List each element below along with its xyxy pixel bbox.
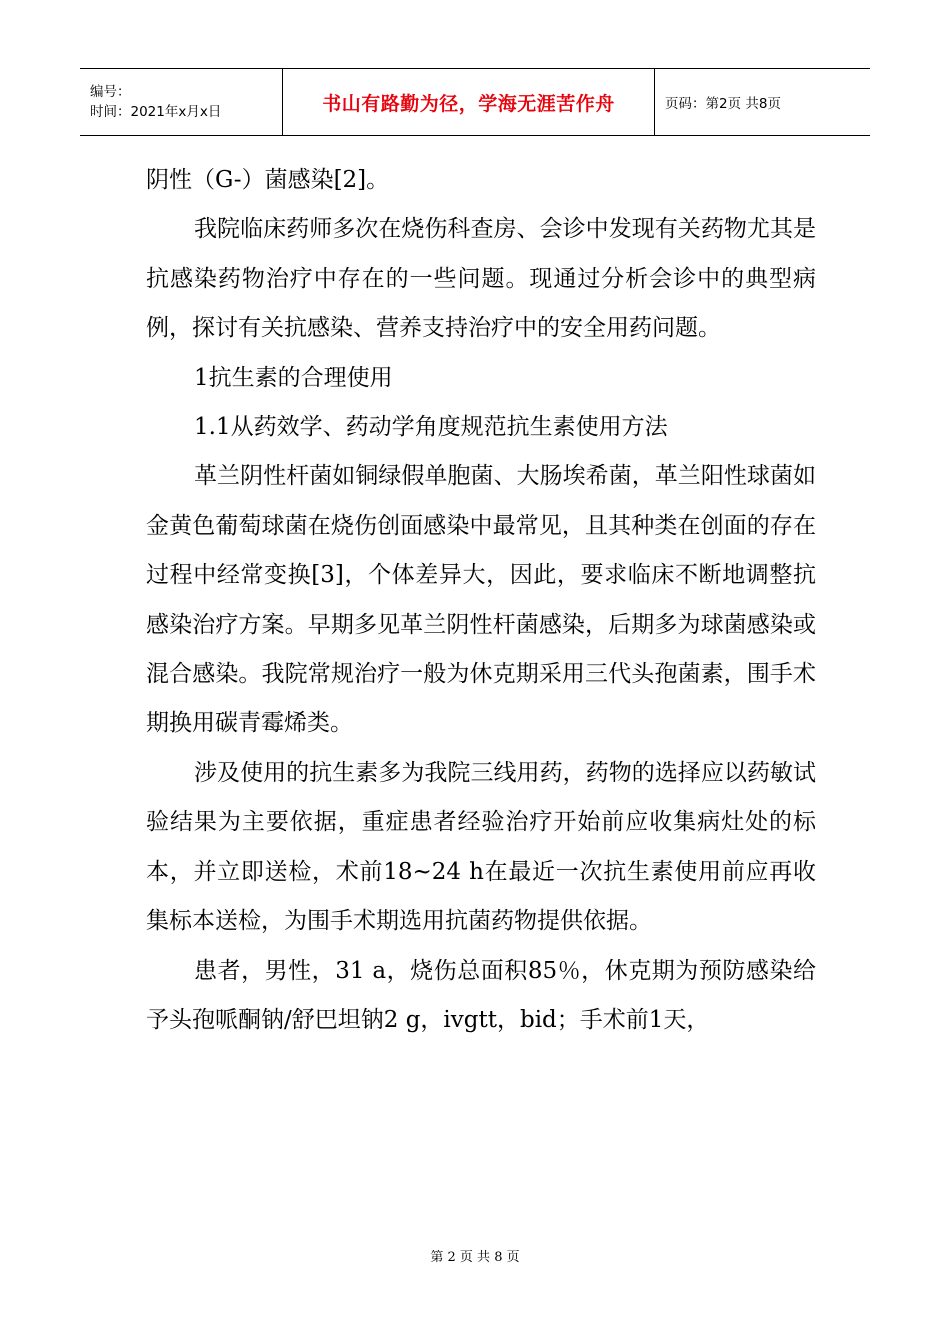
header-motto-cell xyxy=(282,69,655,135)
section-heading: 1抗生素的合理使用 xyxy=(194,364,393,391)
paragraph-antibiotic-selection: 涉及使用的抗生素多为我院三线用药，药物的选择应以药敏试验结果为主要依据，重症患者经验治疗开始前应收集病灶处的标本，并立即送检，术前18~24 h在最近一次抗生素使用前应再收集标本送检，为围手术期选用抗菌药物提供依据。 xyxy=(146,759,816,935)
header-page-cell xyxy=(655,69,870,135)
page-footer: 第 2 页 共 8 页 xyxy=(430,1250,520,1265)
document-number-label: 编号： xyxy=(90,84,131,100)
header-motto: 书山有路勤为径，学海无涯苦作舟 xyxy=(322,92,615,115)
document-body xyxy=(146,156,816,1045)
paragraph-intro: 我院临床药师多次在烧伤科查房、会诊中发现有关药物尤其是抗感染药物治疗中存在的一些问题。现通过分析会诊中的典型病例，探讨有关抗感染、营养支持治疗中的安全用药问题。 xyxy=(146,216,816,342)
subsection-heading: 1.1从药效学、药动学角度规范抗生素使用方法 xyxy=(194,414,668,441)
header-page-label: 页码：第2页 共8页 xyxy=(665,96,781,112)
paragraph-case: 患者，男性，31 a，烧伤总面积85％，休克期为预防感染给予头孢哌酮钠/舒巴坦钠2 g，ivgtt，bid；手术前1天， xyxy=(146,957,816,1033)
header-table xyxy=(80,68,870,136)
paragraph-continuation: 阴性（G-）菌感染[2]。 xyxy=(146,167,390,193)
paragraph-bacteria: 革兰阴性杆菌如铜绿假单胞菌、大肠埃希菌，革兰阳性球菌如金黄色葡萄球菌在烧伤创面感染中最常见，且其种类在创面的存在过程中经常变换[3]，个体差异大，因此，要求临床不断地调整抗感染治疗方案。早期多见革兰阴性杆菌感染，后期多为球菌感染或混合感染。我院常规治疗一般为休克期采用三代头孢菌素，围手术期换用碳青霉烯类。 xyxy=(146,463,816,737)
header-left-cell xyxy=(80,69,282,135)
document-time-label: 时间：2021年x月x日 xyxy=(90,104,222,120)
